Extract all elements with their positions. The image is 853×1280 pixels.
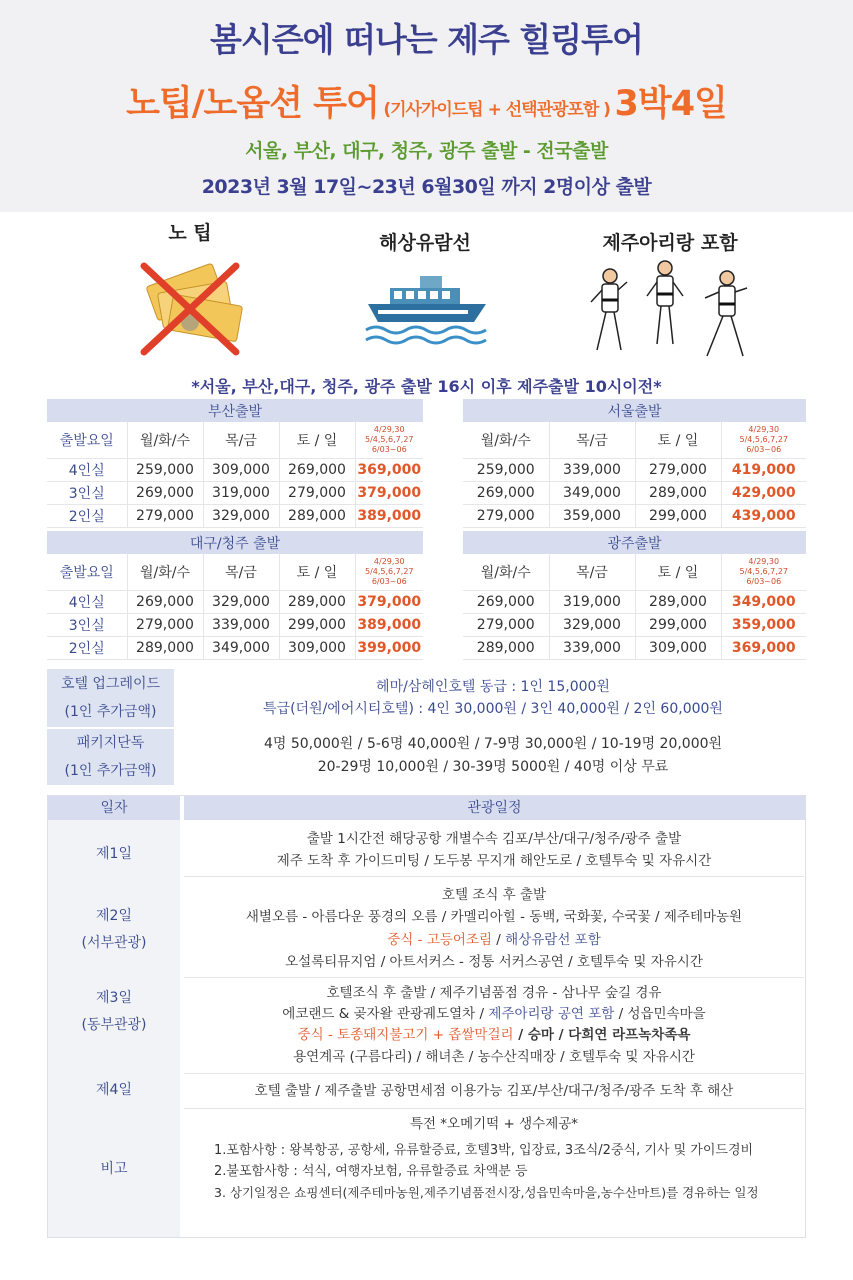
note-excluded: 2.불포함사항 : 석식, 여행자보험, 유류할증료 차액분 등 (214, 1164, 528, 1179)
room-type: 3인실 (47, 613, 127, 636)
room-type: 2인실 (47, 504, 127, 527)
divider (184, 1108, 804, 1109)
day-3-line-4: 용연계곡 (구름다리) / 해녀촌 / 농수산직매장 / 호텔투숙 및 자유시간 (293, 1049, 695, 1065)
price-cell: 309,000 (203, 458, 279, 481)
package-exclusive-label: 패키지단독 (1인 추가금액) (47, 729, 174, 785)
peak-dates-header: 4/29,30 5/4,5,6,7,27 6/03~06 (355, 554, 423, 590)
col-header: 출발요일 (47, 422, 127, 458)
table-row (47, 481, 423, 504)
price-cell: 289,000 (463, 636, 549, 659)
price-cell: 309,000 (279, 636, 355, 659)
col-header: 목/금 (549, 554, 635, 590)
table-row (463, 504, 806, 527)
peak-price-cell: 399,000 (355, 636, 423, 659)
price-table-busan (47, 399, 423, 528)
special-offer: 특전 *오메기떡 + 생수제공* (409, 1116, 579, 1132)
room-type: 2인실 (47, 636, 127, 659)
price-cell: 259,000 (127, 458, 203, 481)
table-row (47, 458, 423, 481)
room-type: 3인실 (47, 481, 127, 504)
hotel-upgrade-label: 호텔 업그레이드 (1인 추가금액) (47, 669, 174, 727)
col-header: 월/화/수 (463, 422, 549, 458)
col-header-itinerary: 관광일정 (184, 796, 805, 820)
col-header: 목/금 (203, 554, 279, 590)
room-type: 4인실 (47, 458, 127, 481)
day-3-label: 제3일 (96, 990, 132, 1006)
note-shopping: 3. 상기일정은 쇼핑센터(제주테마농원,제주기념품전시장,성읍민속마을,농수산마트)를 경유하는 일정 (214, 1185, 759, 1200)
price-cell: 269,000 (127, 481, 203, 504)
package-price-line-2: 20-29명 10,000원 / 30-39명 5000원 / 40명 이상 무료 (317, 759, 669, 775)
page-title: 봄시즌에 떠나는 제주 힐링투어 (210, 20, 643, 59)
price-cell: 349,000 (549, 481, 635, 504)
price-cell: 279,000 (463, 504, 549, 527)
day-4-label: 제4일 (96, 1082, 132, 1098)
col-header: 월/화/수 (127, 422, 203, 458)
price-cell: 359,000 (549, 504, 635, 527)
day-3-region: (동부관광) (81, 1017, 147, 1033)
peak-price-cell: 379,000 (355, 481, 423, 504)
price-cell: 289,000 (279, 590, 355, 613)
day-1-line-2: 제주 도착 후 가이드미팅 / 도두봉 무지개 해안도로 / 호텔투숙 및 자유시간 (276, 853, 712, 869)
col-header: 목/금 (203, 422, 279, 458)
duration-label: 3박4일 (614, 84, 727, 124)
price-cell: 279,000 (463, 613, 549, 636)
hotel-upgrade-line-1: 헤마/삼헤인호텔 동급 : 1인 15,000원 (376, 679, 610, 695)
peak-price-cell: 379,000 (355, 590, 423, 613)
table-row (47, 613, 423, 636)
peak-price-cell: 369,000 (355, 458, 423, 481)
peak-price-cell: 439,000 (721, 504, 806, 527)
price-cell: 339,000 (549, 636, 635, 659)
feature-arirang-label: 제주아리랑 포함 (602, 232, 738, 254)
included-note: (기사가이드팁 + 선택관광포함 ) (383, 100, 610, 120)
day-2-label: 제2일 (96, 908, 132, 924)
price-cell: 269,000 (127, 590, 203, 613)
price-cell: 319,000 (203, 481, 279, 504)
divider (184, 977, 804, 978)
day-2-cruise: 해상유람선 포함 (505, 932, 601, 948)
price-table-daegu-cheongju (47, 531, 423, 660)
price-cell: 279,000 (127, 504, 203, 527)
taekwondo-performers-icon (585, 258, 755, 363)
peak-price-cell: 419,000 (721, 458, 806, 481)
price-table-seoul (463, 399, 806, 528)
price-cell: 299,000 (635, 613, 721, 636)
table-row (47, 636, 423, 659)
col-header: 토 / 일 (635, 422, 721, 458)
price-cell: 269,000 (463, 481, 549, 504)
day-2-line-4: 오설록티뮤지엄 / 아트서커스 - 정통 서커스공연 / 호텔투숙 및 자유시간 (285, 954, 703, 970)
peak-price-cell: 349,000 (721, 590, 806, 613)
remarks-label: 비고 (100, 1161, 128, 1177)
peak-price-cell: 359,000 (721, 613, 806, 636)
price-cell: 349,000 (203, 636, 279, 659)
hotel-upgrade-line-2: 특급(더원/에어시티호텔) : 4인 30,000원 / 3인 40,000원 / 2인 60,000원 (263, 701, 723, 717)
package-price-line-1: 4명 50,000원 / 5-6명 40,000원 / 7-9명 30,000원 / 10-19명 20,000원 (263, 736, 723, 752)
peak-dates-header: 4/29,30 5/4,5,6,7,27 6/03~06 (721, 422, 806, 458)
price-cell: 279,000 (127, 613, 203, 636)
feature-no-tip-label: 노 팁 (168, 222, 212, 244)
price-table-gwangju (463, 531, 806, 660)
day-3-line-2: 에코랜드 & 곶자왈 관광궤도열차 / 제주아리랑 공연 포함 / 성읍민속마을 (282, 1006, 706, 1022)
table-caption: 광주출발 (463, 531, 806, 554)
day-3-line-3: 중식 - 토종돼지불고기 + 좁쌀막걸리 / 승마 / 다희연 라프녹차족욕 (297, 1027, 691, 1043)
col-header: 목/금 (549, 422, 635, 458)
header-banner (0, 0, 853, 212)
peak-price-cell: 429,000 (721, 481, 806, 504)
price-cell: 259,000 (463, 458, 549, 481)
price-cell: 339,000 (549, 458, 635, 481)
day-2-region: (서부관광) (81, 935, 147, 951)
table-row (47, 504, 423, 527)
table-caption: 부산출발 (47, 399, 423, 422)
table-caption: 대구/청주 출발 (47, 531, 423, 554)
price-cell: 329,000 (203, 590, 279, 613)
table-row (47, 590, 423, 613)
day-3-arirang: 제주아리랑 공연 포함 (488, 1006, 615, 1022)
peak-price-cell: 369,000 (721, 636, 806, 659)
day-4-line-1: 호텔 출발 / 제주출발 공항면세점 이용가능 김포/부산/대구/청주/광주 도착 후 해산 (254, 1083, 734, 1099)
price-cell: 329,000 (203, 504, 279, 527)
day-1-line-1: 출발 1시간전 해당공항 개별수속 김포/부산/대구/청주/광주 출발 (306, 831, 682, 847)
price-cell: 289,000 (127, 636, 203, 659)
price-cell: 299,000 (279, 613, 355, 636)
room-type: 4인실 (47, 590, 127, 613)
price-cell: 289,000 (635, 481, 721, 504)
feature-cruise-label: 해상유람선 (379, 232, 471, 254)
peak-price-cell: 389,000 (355, 613, 423, 636)
price-cell: 289,000 (635, 590, 721, 613)
divider (184, 1073, 804, 1074)
table-row (463, 613, 806, 636)
peak-dates-header: 4/29,30 5/4,5,6,7,27 6/03~06 (721, 554, 806, 590)
price-cell: 309,000 (635, 636, 721, 659)
col-header: 토 / 일 (279, 554, 355, 590)
departure-cities: 서울, 부산, 대구, 청주, 광주 출발 - 전국출발 (245, 140, 608, 162)
no-tip-no-option-label: 노팁/노옵션 투어 (126, 84, 379, 124)
col-header: 토 / 일 (279, 422, 355, 458)
table-row (463, 590, 806, 613)
day-2-line-2: 새별오름 - 아름다운 풍경의 오름 / 카멜리아힐 - 동백, 국화꽃, 수국꽃 / 제주테마농원 (245, 909, 743, 925)
tour-type-title (0, 76, 853, 126)
table-row (463, 458, 806, 481)
no-tip-money-icon (130, 252, 250, 362)
day-2-line-3: 중식 - 고등어조림 / 해상유람선 포함 (387, 932, 601, 948)
cruise-ship-icon (362, 270, 492, 348)
price-cell: 279,000 (635, 458, 721, 481)
table-row (463, 636, 806, 659)
note-included: 1.포함사항 : 왕복항공, 공항세, 유류할증료, 호텔3박, 입장료, 3조식/2중식, 기사 및 가이드경비 (214, 1143, 754, 1158)
table-row (463, 481, 806, 504)
price-cell: 329,000 (549, 613, 635, 636)
price-cell: 299,000 (635, 504, 721, 527)
day-2-line-1: 호텔 조식 후 출발 (441, 887, 547, 903)
day-3-line-1: 호텔조식 후 출발 / 제주기념품점 경유 - 삼나무 숲길 경유 (326, 985, 662, 1001)
price-cell: 339,000 (203, 613, 279, 636)
divider (184, 876, 804, 877)
col-header: 토 / 일 (635, 554, 721, 590)
price-cell: 269,000 (463, 590, 549, 613)
price-cell: 269,000 (279, 458, 355, 481)
day-1-label: 제1일 (96, 846, 132, 862)
peak-price-cell: 389,000 (355, 504, 423, 527)
col-header: 출발요일 (47, 554, 127, 590)
col-header: 월/화/수 (127, 554, 203, 590)
col-header-day: 일자 (48, 796, 180, 820)
day-3-lunch: 중식 - 토종돼지불고기 + 좁쌀막걸리 (297, 1027, 514, 1043)
price-cell: 279,000 (279, 481, 355, 504)
price-cell: 319,000 (549, 590, 635, 613)
day-2-lunch: 중식 - 고등어조림 (387, 932, 493, 948)
peak-dates-header: 4/29,30 5/4,5,6,7,27 6/03~06 (355, 422, 423, 458)
departure-time-notice: *서울, 부산,대구, 청주, 광주 출발 16시 이후 제주출발 10시이전* (191, 377, 662, 396)
table-caption: 서울출발 (463, 399, 806, 422)
price-cell: 289,000 (279, 504, 355, 527)
col-header: 월/화/수 (463, 554, 549, 590)
itinerary-table (47, 795, 806, 1238)
tour-period: 2023년 3월 17일~23년 6월30일 까지 2명이상 출발 (201, 176, 652, 198)
